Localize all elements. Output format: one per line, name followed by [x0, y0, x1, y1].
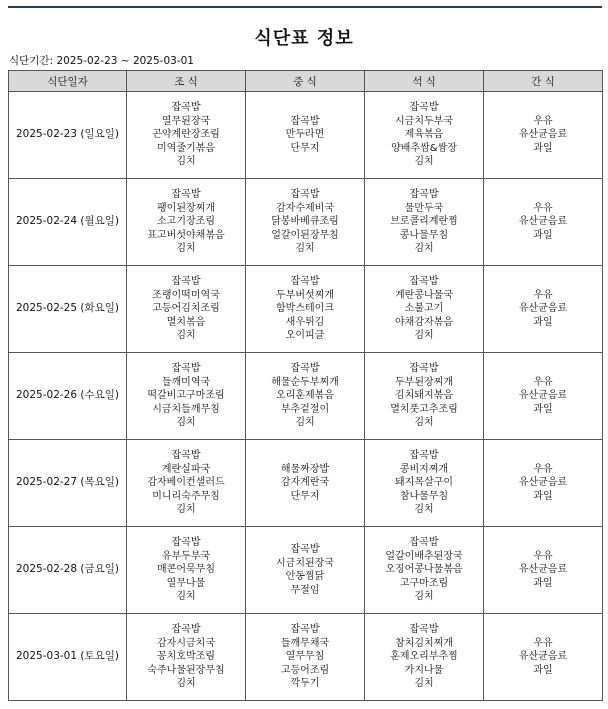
menu-item: 김치	[176, 330, 196, 342]
menu-item: 조랭이떡미역국	[152, 289, 220, 301]
breakfast-cell	[127, 527, 246, 614]
menu-item: 새우튀김	[285, 316, 325, 328]
header-breakfast: 조 식	[127, 71, 246, 92]
menu-item: 과일	[533, 316, 553, 328]
dinner-cell	[365, 614, 484, 701]
menu-item: 브로콜리계란찜	[390, 216, 458, 228]
menu-item: 야채감자볶음	[395, 316, 453, 328]
menu-item: 단무지	[290, 490, 320, 502]
menu-item: 김치	[176, 243, 196, 255]
menu-item: 우유	[533, 463, 553, 475]
menu-item: 김치	[414, 591, 434, 603]
menu-item: 유산균음료	[518, 477, 568, 489]
menu-item: 감자베이컨샐러드	[147, 477, 225, 489]
menu-item: 김치	[414, 504, 434, 516]
menu-item: 우유	[533, 115, 553, 127]
menu-item: 만두라면	[285, 129, 325, 141]
menu-item: 잡곡밥	[409, 537, 439, 549]
snack-cell	[484, 527, 603, 614]
menu-item: 두부된장찌개	[395, 376, 453, 388]
menu-item: 열무무침	[285, 651, 325, 663]
menu-item: 잡곡밥	[290, 189, 320, 201]
dinner-cell	[365, 266, 484, 353]
menu-item: 유부두부국	[161, 550, 211, 562]
header-snack: 간 식	[484, 71, 603, 92]
menu-item: 얼갈이된장무침	[271, 229, 339, 241]
menu-item: 유산균음료	[518, 216, 568, 228]
date-cell: 2025-02-26 (수요일)	[9, 353, 127, 440]
menu-item: 김치	[414, 678, 434, 690]
table-row	[9, 353, 603, 440]
dinner-cell	[365, 527, 484, 614]
menu-item: 소고기장조림	[157, 216, 215, 228]
snack-cell	[484, 92, 603, 179]
lunch-cell	[246, 179, 365, 266]
menu-item: 단무지	[290, 142, 320, 154]
menu-item: 김치	[295, 417, 315, 429]
menu-item: 무절임	[290, 584, 320, 596]
menu-item: 잡곡밥	[409, 363, 439, 375]
menu-item: 함박스테이크	[276, 303, 334, 315]
menu-item: 김치	[176, 156, 196, 168]
menu-item: 콩나물무침	[399, 229, 449, 241]
menu-item: 과일	[533, 403, 553, 415]
menu-item: 잡곡밥	[171, 102, 201, 114]
menu-item: 잡곡밥	[171, 450, 201, 462]
menu-item: 과일	[533, 490, 553, 502]
menu-item: 감자계란국	[280, 477, 330, 489]
menu-item: 고등어조림	[280, 664, 330, 676]
menu-item: 참나물무침	[399, 490, 449, 502]
menu-item: 멸치풋고추조림	[390, 403, 458, 415]
dinner-cell	[365, 92, 484, 179]
menu-item: 매콘어묵무침	[157, 564, 215, 576]
menu-item: 부추겉절이	[280, 403, 330, 415]
menu-item: 잡곡밥	[290, 276, 320, 288]
menu-item: 계란실파국	[161, 463, 211, 475]
menu-item: 참치김치찌개	[395, 637, 453, 649]
menu-item: 팽이된장찌개	[157, 202, 215, 214]
menu-item: 우유	[533, 202, 553, 214]
menu-item: 과일	[533, 142, 553, 154]
menu-item: 김치	[295, 243, 315, 255]
menu-item: 고구마조림	[399, 577, 449, 589]
menu-item: 소불고기	[404, 303, 444, 315]
date-cell: 2025-02-25 (화요일)	[9, 266, 127, 353]
menu-item: 미니리숙주무침	[152, 490, 220, 502]
menu-item: 들깨미역국	[161, 376, 211, 388]
dinner-cell	[365, 440, 484, 527]
menu-item: 얼갈이배추된장국	[385, 550, 463, 562]
page-title: 식단표 정보	[254, 28, 354, 49]
table-row	[9, 179, 603, 266]
menu-item: 꽁치호박조림	[157, 651, 215, 663]
table-header-row	[9, 71, 603, 92]
meal-period: 식단기간: 2025-02-23 ~ 2025-03-01	[9, 55, 194, 67]
menu-item: 곤약계란장조림	[152, 129, 220, 141]
table-row	[9, 266, 603, 353]
menu-item: 잡곡밥	[171, 537, 201, 549]
menu-item: 우유	[533, 550, 553, 562]
menu-item: 잡곡밥	[409, 102, 439, 114]
menu-item: 잡곡밥	[290, 363, 320, 375]
header-lunch: 중 식	[246, 71, 365, 92]
lunch-cell	[246, 440, 365, 527]
menu-item: 시금치들깨무침	[152, 403, 220, 415]
snack-cell	[484, 353, 603, 440]
menu-item: 유산균음료	[518, 129, 568, 141]
menu-item: 김치	[414, 417, 434, 429]
menu-item: 유산균음료	[518, 651, 568, 663]
menu-item: 떡갈비고구마조림	[147, 390, 225, 402]
snack-cell	[484, 179, 603, 266]
dinner-cell	[365, 353, 484, 440]
menu-item: 우유	[533, 289, 553, 301]
menu-item: 시금치된장국	[276, 557, 334, 569]
menu-item: 미역줄기볶음	[157, 142, 215, 154]
menu-item: 열무나물	[166, 577, 206, 589]
menu-item: 김치	[414, 156, 434, 168]
menu-item: 안동찜닭	[285, 571, 325, 582]
table-row	[9, 527, 603, 614]
breakfast-cell	[127, 440, 246, 527]
menu-item: 우유	[533, 376, 553, 388]
date-cell: 2025-02-27 (목요일)	[9, 440, 127, 527]
date-cell: 2025-03-01 (토요일)	[9, 614, 127, 701]
menu-item: 열무된장국	[161, 115, 211, 127]
menu-item: 감자수제비국	[276, 202, 334, 214]
menu-item: 유산균음료	[518, 303, 568, 315]
menu-item: 감자시금치국	[157, 637, 215, 649]
menu-item: 잡곡밥	[409, 624, 439, 636]
dinner-cell	[365, 179, 484, 266]
menu-item: 숙주나물된장무침	[147, 664, 225, 676]
meal-table	[8, 70, 603, 701]
menu-item: 과일	[533, 577, 553, 589]
menu-item: 해물순두부찌개	[271, 376, 339, 388]
table-row	[9, 614, 603, 701]
date-cell: 2025-02-24 (월요일)	[9, 179, 127, 266]
snack-cell	[484, 614, 603, 701]
breakfast-cell	[127, 614, 246, 701]
menu-item: 김치	[176, 504, 196, 516]
lunch-cell	[246, 353, 365, 440]
date-cell: 2025-02-23 (일요일)	[9, 92, 127, 179]
menu-item: 고등어김치조림	[152, 303, 220, 315]
menu-item: 우유	[533, 637, 553, 649]
lunch-cell	[246, 614, 365, 701]
menu-item: 잡곡밥	[290, 544, 320, 555]
breakfast-cell	[127, 179, 246, 266]
menu-item: 잡곡밥	[171, 363, 201, 375]
menu-item: 멸치볶음	[166, 316, 206, 328]
menu-item: 잡곡밥	[290, 115, 320, 127]
menu-item: 돼지목살구이	[395, 477, 453, 489]
snack-cell	[484, 440, 603, 527]
breakfast-cell	[127, 266, 246, 353]
lunch-cell	[246, 92, 365, 179]
menu-item: 잡곡밥	[171, 624, 201, 636]
menu-item: 잡곡밥	[409, 276, 439, 288]
menu-item: 양배추쌈&쌈장	[391, 142, 457, 154]
menu-item: 두부버섯찌개	[276, 289, 334, 301]
date-cell: 2025-02-28 (금요일)	[9, 527, 127, 614]
menu-item: 유산균음료	[518, 390, 568, 402]
menu-item: 김치	[414, 330, 434, 342]
table-body	[9, 92, 603, 701]
breakfast-cell	[127, 353, 246, 440]
menu-item: 훈제오리부추찜	[390, 651, 458, 663]
menu-item: 유산균음료	[518, 564, 568, 576]
breakfast-cell	[127, 92, 246, 179]
lunch-cell	[246, 527, 365, 614]
snack-cell	[484, 266, 603, 353]
menu-item: 콩비지찌개	[399, 463, 449, 475]
header-dinner: 석 식	[365, 71, 484, 92]
menu-item: 오징어콩나물볶음	[385, 564, 463, 576]
menu-item: 잡곡밥	[409, 189, 439, 201]
menu-item: 계란콩나물국	[395, 289, 453, 301]
lunch-cell	[246, 266, 365, 353]
menu-item: 해물짜장밥	[280, 463, 330, 475]
menu-item: 잡곡밥	[171, 276, 201, 288]
menu-item: 김치	[176, 417, 196, 429]
menu-item: 김치돼지볶음	[395, 390, 453, 402]
menu-item: 과일	[533, 664, 553, 676]
menu-item: 깍두기	[290, 678, 320, 690]
header-date: 식단일자	[9, 71, 127, 92]
menu-item: 잡곡밥	[409, 450, 439, 462]
menu-item: 닭봉바베큐조림	[271, 216, 339, 228]
menu-item: 오이피클	[285, 330, 325, 342]
menu-item: 김치	[414, 243, 434, 255]
top-rule	[8, 6, 602, 8]
menu-item: 오리훈제볶음	[276, 390, 334, 402]
table-row	[9, 440, 603, 527]
menu-item: 시금치두부국	[395, 115, 453, 127]
menu-item: 들깨무채국	[280, 637, 330, 649]
table-row	[9, 92, 603, 179]
menu-item: 물만두국	[404, 202, 444, 214]
menu-item: 가지나물	[404, 664, 444, 676]
menu-item: 김치	[176, 678, 196, 690]
menu-item: 제육볶음	[404, 129, 444, 141]
menu-item: 김치	[176, 591, 196, 603]
menu-item: 과일	[533, 229, 553, 241]
menu-item: 표고버섯야채볶음	[147, 229, 225, 241]
menu-item: 잡곡밥	[290, 624, 320, 636]
menu-item: 잡곡밥	[171, 189, 201, 201]
